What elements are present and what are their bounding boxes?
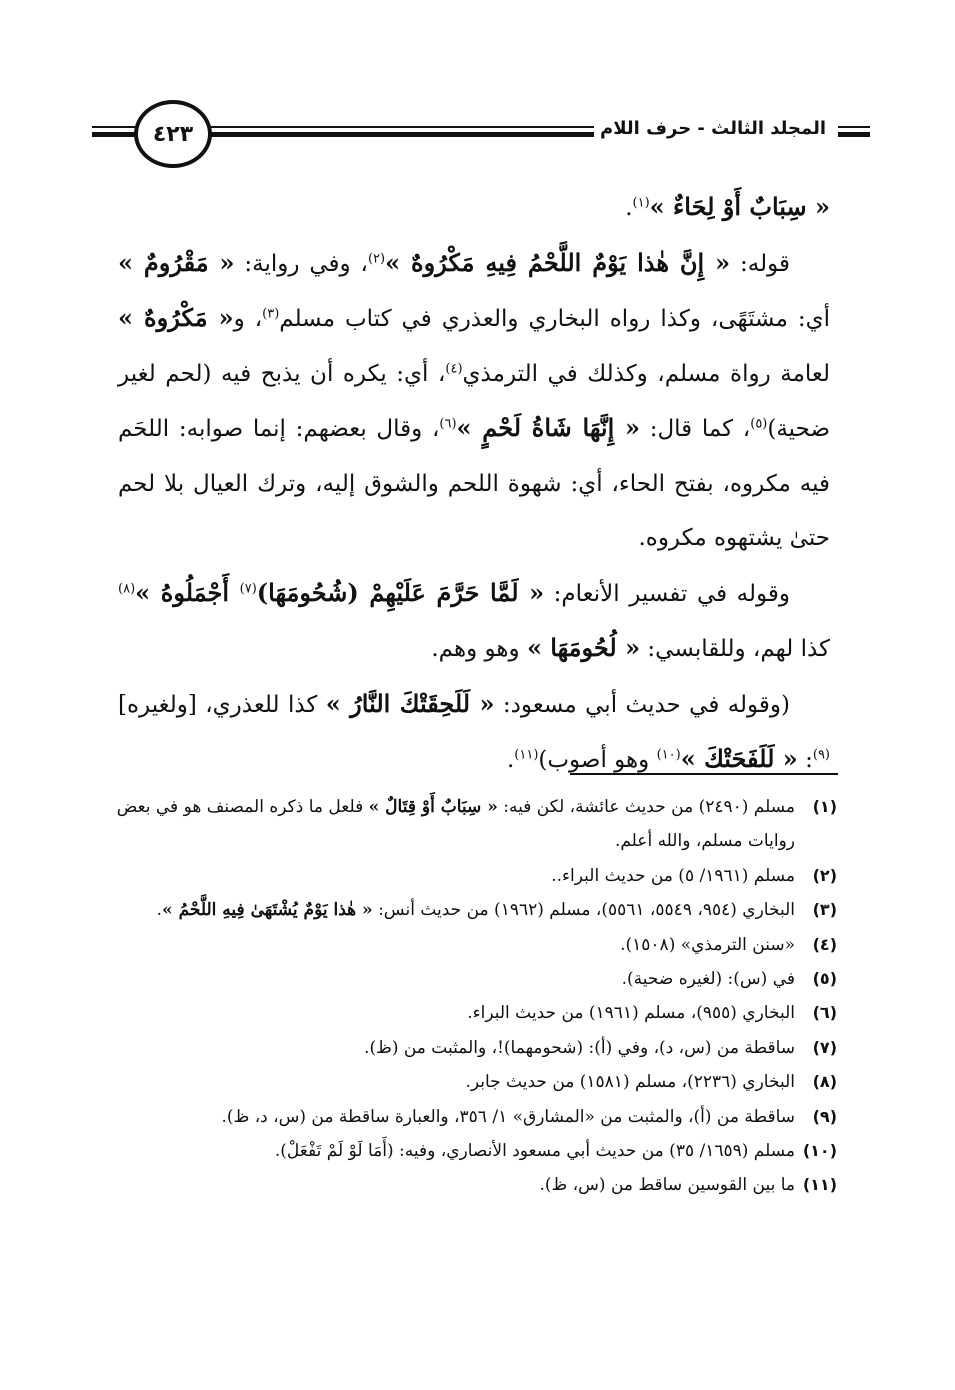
text-span: قوله: bbox=[730, 250, 790, 277]
text-span: مسلم (١٩٦١/ ٥) من حديث البراء.. bbox=[551, 865, 795, 886]
variant-quote: « لُحُومَهَا » bbox=[526, 633, 641, 662]
text-span: مسلم (٢٤٩٠) من حديث عائشة، لكن فيه: bbox=[497, 797, 795, 817]
footnote-ref[interactable]: (٦) bbox=[439, 416, 457, 432]
footnote bbox=[97, 1100, 837, 1134]
footnote-text bbox=[97, 1134, 795, 1168]
text-span: وقوله في تفسير الأنعام: bbox=[544, 580, 791, 607]
header-rule bbox=[200, 132, 615, 137]
footnote bbox=[97, 928, 837, 962]
footnote-text bbox=[97, 893, 795, 927]
footnote-number: (١٠) bbox=[802, 1141, 837, 1161]
footnote-text bbox=[97, 1168, 795, 1202]
footnote-ref[interactable]: (٧) bbox=[239, 580, 257, 596]
hadith-quote: « سِبَابٌ أَوْ لِحَاءٌ » bbox=[649, 192, 830, 221]
footnote-number: (٦) bbox=[812, 1003, 837, 1023]
quran-quote: أَجْمَلُوهُ » bbox=[135, 577, 240, 607]
text-span: لعامة رواة مسلم، وكذلك في الترمذي bbox=[462, 360, 831, 387]
footnote bbox=[97, 1031, 837, 1065]
text-span: ساقطة من (س، د)، وفي (أ): (شحومهما)!، والمثبت من (ظ). bbox=[364, 1037, 795, 1058]
text-span: وهو أصوب) bbox=[538, 747, 657, 773]
bold-quote: « هٰذا يَوْمٌ يُشْتَهَىٰ فِيهِ اللَّحْمُ » bbox=[162, 900, 373, 921]
hadith-quote: « لَلَفَحَتْكَ » bbox=[680, 744, 798, 773]
hadith-quote: « إِنَّ هٰذا يَوْمٌ اللَّحْمُ فِيهِ مَكْرُوهٌ » bbox=[385, 247, 731, 277]
footnotes bbox=[97, 790, 837, 1203]
main-text bbox=[118, 180, 830, 788]
text-span: (وقوله في حديث أبي مسعود: bbox=[494, 691, 790, 718]
footnote-text bbox=[97, 1100, 795, 1134]
text-span: ، كما قال: bbox=[640, 416, 751, 442]
header-rule bbox=[92, 126, 140, 128]
text-span: . bbox=[156, 900, 163, 921]
footnote-ref[interactable]: (١١) bbox=[514, 747, 539, 763]
text-span: ما بين القوسين ساقط من (س، ظ). bbox=[539, 1175, 795, 1196]
paragraph bbox=[118, 180, 830, 236]
footnote-number: (١) bbox=[812, 797, 837, 816]
text-span: ، و bbox=[233, 306, 263, 332]
footnote bbox=[97, 996, 837, 1030]
footnote-text bbox=[97, 1065, 795, 1099]
quran-quote: « لَمَّا حَرَّمَ عَلَيْهِمْ (شُحُومَهَا) bbox=[256, 577, 545, 607]
text-span: مسلم (١٦٥٩/ ٣٥) من حديث أبي مسعود الأنصاري، وفيه: (أَمَا لَوْ لَمْ تَفْعَلْ). bbox=[274, 1141, 795, 1162]
text-span: ساقطة من (أ)، والمثبت من «المشارق» ١/ ٣٥٦، والعبارة ساقطة من (س، د، ظ). bbox=[221, 1106, 795, 1127]
footnote-ref[interactable]: (١٠) bbox=[656, 747, 681, 763]
text-span: أي: مشتَهًى، وكذا رواه البخاري والعذري في كتاب مسلم bbox=[279, 306, 831, 332]
text-span: «سنن الترمذي» (١٥٠٨). bbox=[620, 934, 795, 955]
footnote-number: (٢) bbox=[812, 865, 837, 885]
hadith-quote: « مَقْرُومٌ » bbox=[118, 247, 235, 277]
footnote-ref[interactable]: (٩) bbox=[812, 747, 830, 763]
footnote bbox=[97, 1065, 837, 1099]
paragraph bbox=[118, 677, 830, 788]
text-span: كذا لهم، وللقابسي: bbox=[640, 636, 830, 662]
footnote-ref[interactable]: (٣) bbox=[262, 306, 280, 322]
footnote bbox=[97, 962, 837, 996]
text-span: فلعل ما ذكره المصنف هو في بعض روايات مسلم، والله أعلم. bbox=[116, 797, 795, 852]
footnote bbox=[97, 1134, 837, 1168]
footnote-ref[interactable]: (٥) bbox=[750, 416, 768, 432]
footnote-number: (٣) bbox=[812, 900, 837, 920]
paragraph bbox=[118, 566, 830, 677]
footnote-ref[interactable]: (١) bbox=[632, 195, 650, 211]
footnote-separator bbox=[570, 773, 838, 775]
footnote bbox=[97, 1168, 837, 1202]
footnote-text bbox=[97, 962, 795, 996]
text-span: في (س): (لغيره ضحية). bbox=[621, 969, 795, 990]
text-span: . bbox=[506, 747, 515, 773]
hadith-quote: « إِنَّهَا شَاةُ لَحْمٍ » bbox=[456, 413, 640, 442]
footnote-number: (٤) bbox=[812, 934, 837, 954]
footnote-ref[interactable]: (٢) bbox=[367, 250, 386, 266]
bold-quote: « سِبَابٌ أَوْ قِتَالٌ » bbox=[368, 797, 498, 817]
footnote bbox=[97, 859, 837, 893]
text-span: ، وقال بعضهم: إنما صوابه: اللحَم فيه مكروه، بفتح الحاء، أي: شهوة اللحم والشوق إليه، وترك العيال بلا لحم حتىٰ يشتهوه مكروه. bbox=[118, 416, 830, 551]
footnote-text bbox=[97, 996, 795, 1030]
footnote-text bbox=[97, 790, 795, 859]
header-rule bbox=[200, 126, 615, 128]
hadith-quote: « مَكْرُوهٌ » bbox=[118, 303, 234, 332]
footnote-number: (١١) bbox=[802, 1175, 837, 1195]
footnote-number: (٥) bbox=[812, 969, 837, 989]
text-span: البخاري (٢٢٣٦)، مسلم (١٥٨١) من حديث جابر. bbox=[465, 1072, 795, 1093]
header-rule bbox=[92, 132, 140, 137]
paragraph bbox=[118, 236, 830, 566]
text-span: البخاري (٩٥٤، ٥٥٤٩، ٥٥٦١)، مسلم (١٩٦٢) من حديث أنس: bbox=[372, 900, 795, 921]
text-span: ، وفي رواية: bbox=[234, 250, 368, 277]
footnote-text bbox=[97, 859, 795, 893]
footnote bbox=[97, 790, 837, 859]
text-span: وهو وهم. bbox=[431, 636, 527, 662]
text-span: البخاري (٩٥٥)، مسلم (١٩٦١) من حديث البراء. bbox=[467, 1003, 795, 1024]
footnote-ref[interactable]: (٨) bbox=[118, 580, 136, 596]
footnote-text bbox=[97, 1031, 795, 1065]
footnote-text bbox=[97, 928, 795, 962]
header-rule bbox=[838, 126, 870, 128]
header-rule bbox=[838, 132, 870, 137]
running-title: المجلد الثالث - حرف اللام bbox=[594, 114, 832, 144]
text-span: . bbox=[625, 195, 633, 221]
page-number: ٤٢٣ bbox=[134, 100, 212, 168]
footnote-number: (٧) bbox=[812, 1037, 837, 1057]
page-header bbox=[92, 96, 870, 168]
text-span: كذا للعذري، [ولغيره] bbox=[118, 691, 326, 718]
footnote-number: (٨) bbox=[812, 1072, 837, 1092]
footnote-ref[interactable]: (٤) bbox=[445, 360, 463, 376]
hadith-quote: « لَلَحِقَتْكَ النَّارُ » bbox=[325, 688, 495, 718]
text-span: ، أي: يكره أن يذبح فيه (لحم لغير ضحية) bbox=[118, 360, 830, 442]
footnote-number: (٩) bbox=[812, 1106, 837, 1126]
text-span: : bbox=[797, 747, 813, 773]
footnote bbox=[97, 893, 837, 927]
